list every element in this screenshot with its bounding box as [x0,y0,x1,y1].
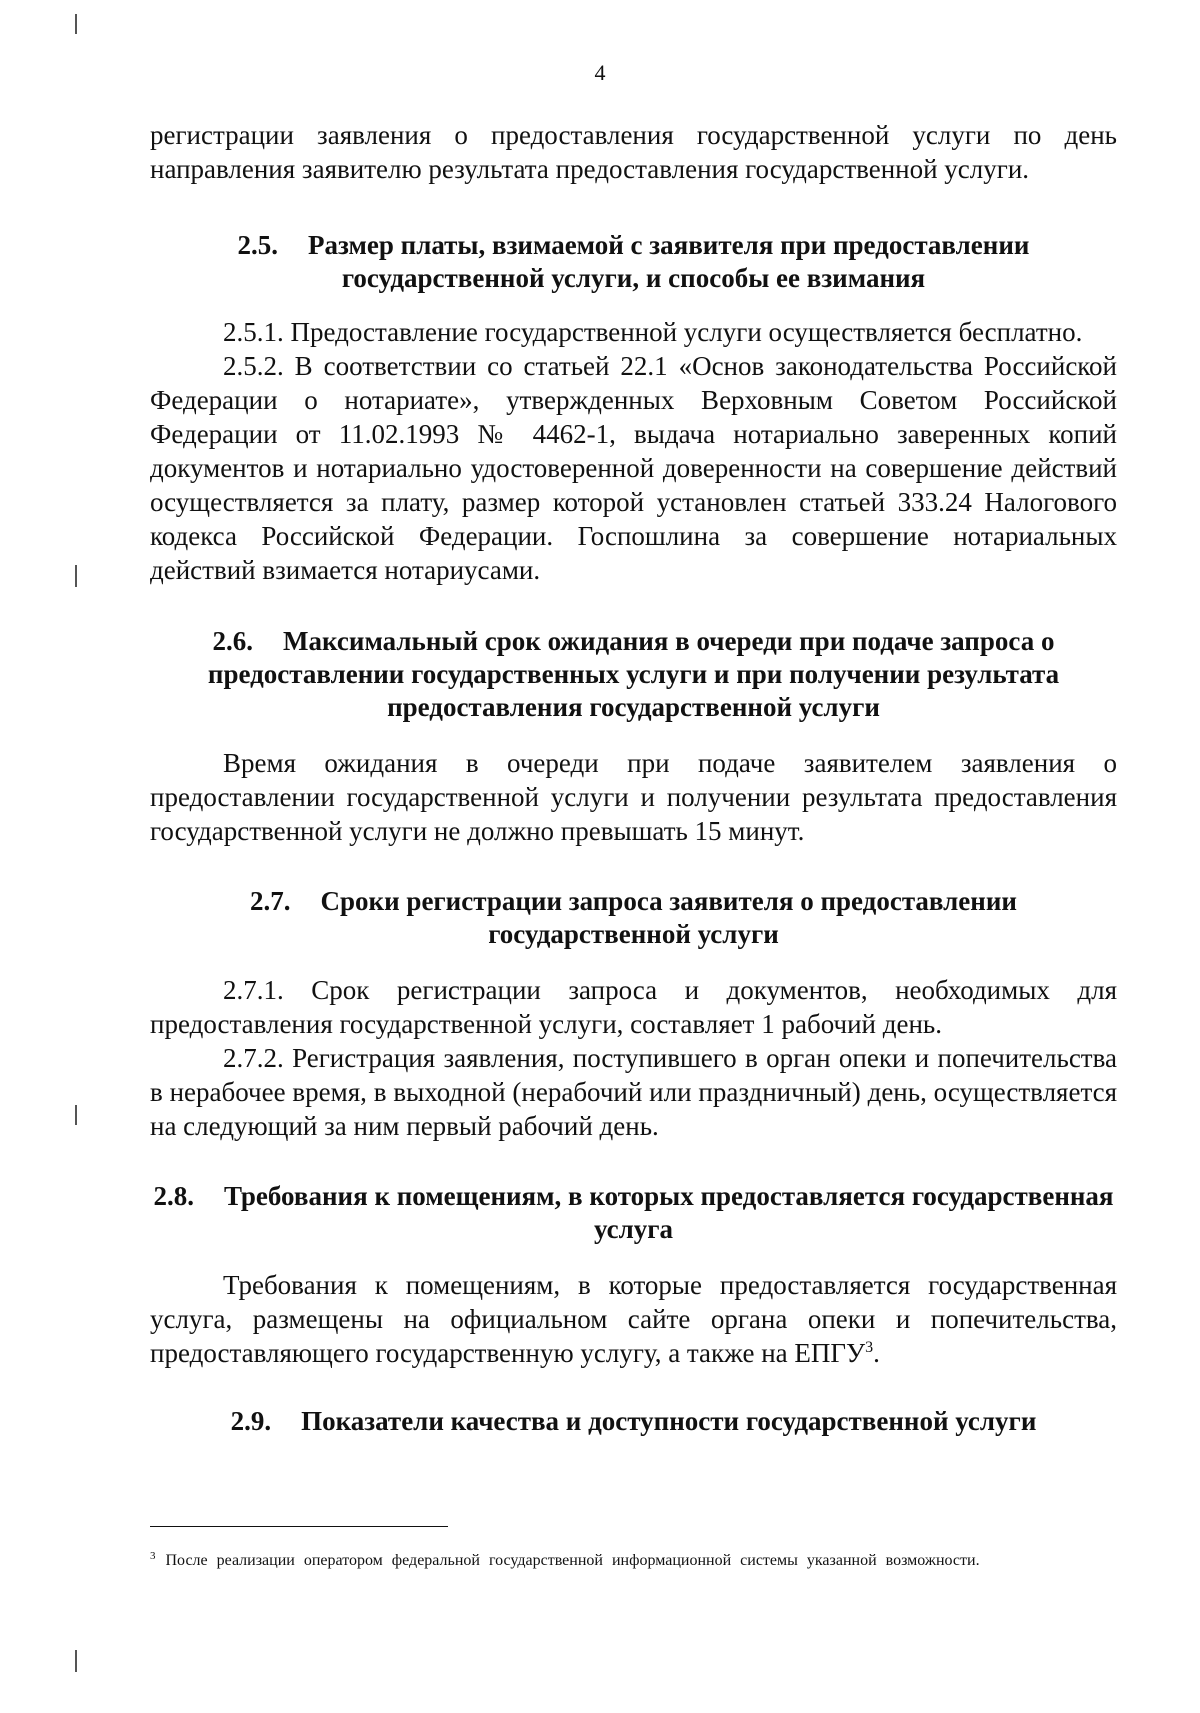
continuation-paragraph: регистрации заявления о предоставления государственной услуги по день направления заявителю результата предоставления государственной услуги. [150,120,1117,184]
paragraph-2-5-1: 2.5.1. Предоставление государственной услуги осуществляется бесплатно. [223,317,1083,347]
section-number: 2.6. [212,626,254,656]
section-title: Требования к помещениям, в которых предоставляется государственная услуга [223,1181,1114,1244]
section-title: Сроки регистрации запроса заявителя о предоставлении государственной услуги [320,886,1017,949]
footnote-marker: 3 [150,1549,156,1562]
section-title: Максимальный срок ожидания в очереди при подаче запроса о предоставлении государственных услуги и при получении результата предоставления государственной услуги [207,626,1060,722]
paragraph-2-5-2: 2.5.2. В соответствии со статьей 22.1 «Основ законодательства Российской Федерации о нотариате», утвержденных Верховным Советом Российской Федерации от 11.02.1993 № 4462-1, выдача нотариально заверенных копий документов и нотариально удостоверенной доверенности на совершение действий осуществляется за плату, размер которой установлен статьей 333.24 Налогового кодекса Российской Федерации. Госпошлина за совершение нотариальных действий взимается нотариусами. [150,351,1117,585]
page-number: 4 [594,60,606,85]
footnote-text: После реализации оператором федеральной государственной информационной системы указанной возможности. [165,1552,980,1569]
section-body-2-6 [150,746,1117,848]
paragraph-2-7-2: 2.7.2. Регистрация заявления, поступившего в орган опеки и попечительства в нерабочее время, в выходной (нерабочий или праздничный) день, осуществляется на следующий за ним первый рабочий день. [150,1043,1117,1141]
section-title: Размер платы, взимаемой с заявителя при предоставлении государственной услуги, и способы ее взимания [308,230,1030,293]
section-title: Показатели качества и доступности государственной услуги [301,1406,1037,1436]
document-body [150,118,1117,1438]
paragraph-2-6: Время ожидания в очереди при подаче заявителем заявления о предоставлении государственной услуги и получении результата предоставления государственной услуги не должно превышать 15 минут. [150,748,1117,846]
section-heading-2-6 [150,625,1117,724]
section-heading-2-7 [150,885,1117,951]
paragraph-text: Требования к помещениям, в которые предоставляется государственная услуга, размещены на официальном сайте органа опеки и попечительства, предоставляющего государственную услугу, а также на ЕПГУ [150,1270,1117,1368]
section-number: 2.9. [230,1406,272,1436]
paragraph-2-8: Требования к помещениям, в которые предоставляется государственная услуга, размещены на официальном сайте органа опеки и попечительства, предоставляющего государственную услугу, а также на ЕПГУ$^3$. [150,1270,1117,1368]
scan-margin-mark [75,1650,77,1672]
scan-margin-mark [75,14,77,34]
section-heading-2-5 [150,229,1117,295]
section-number: 2.8. [153,1181,194,1211]
section-heading-2-9 [150,1405,1117,1438]
footnote-divider [150,1526,448,1527]
footnote [150,1550,1117,1572]
paragraph-2-7-1: 2.7.1. Срок регистрации запроса и документов, необходимых для предоставления государственной услуги, составляет 1 рабочий день. [150,975,1117,1039]
scan-margin-mark [75,565,77,587]
section-body-2-7 [150,973,1117,1143]
section-body-2-5 [150,315,1117,587]
section-heading-2-8 [150,1180,1117,1246]
section-number: 2.5. [237,230,279,260]
section-number: 2.7. [250,886,291,916]
section-body-2-8 [150,1268,1117,1370]
footnote-reference[interactable]: 3 [865,1339,874,1356]
scan-margin-mark [75,1105,77,1125]
